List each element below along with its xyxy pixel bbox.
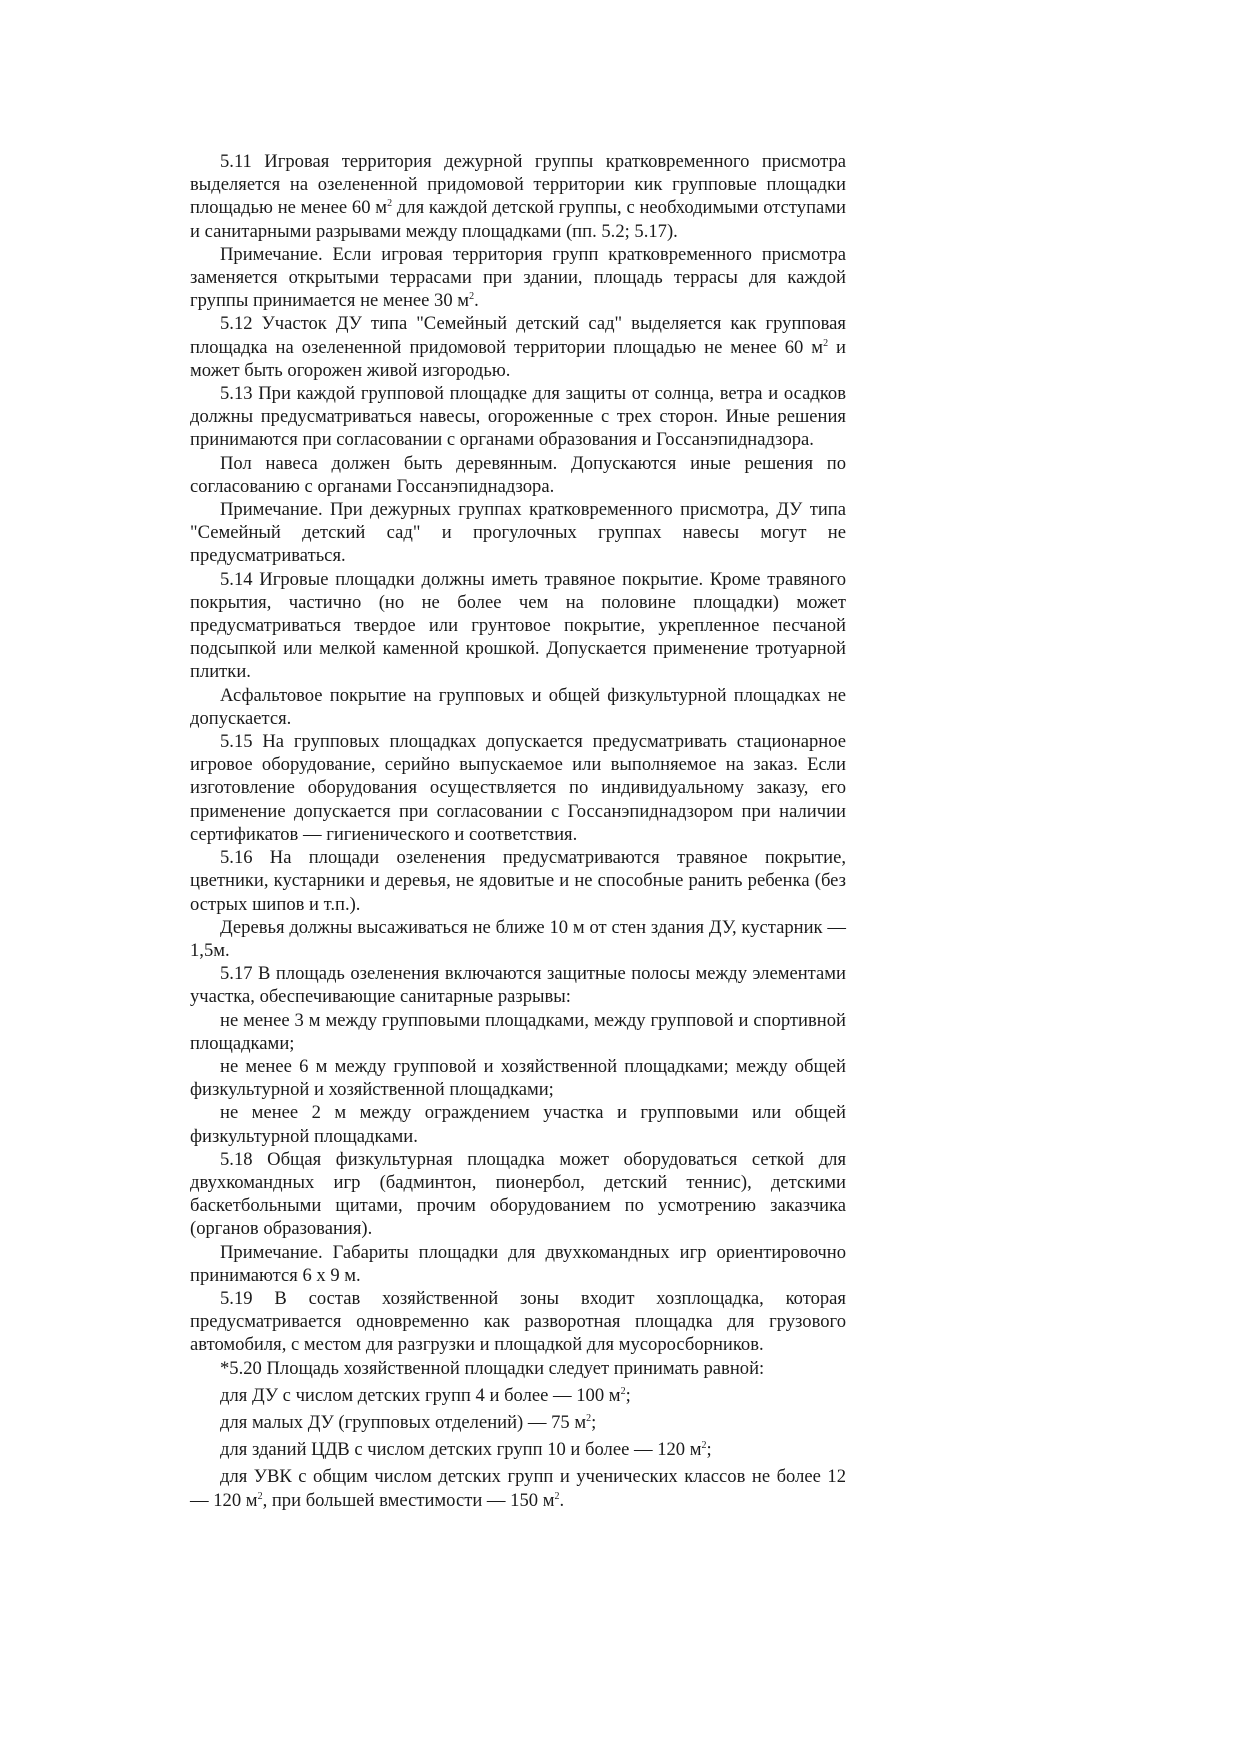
paragraph-5-15: 5.15 На групповых площадках допускается предусматривать стационарное игровое оборудование, серийно выпускаемое или выполняемое на заказ. Если изготовление оборудования осуществляется по индивидуальному заказу, его применение допускается при согласовании с Госсанэпиднадзором при наличии сертификатов — гигиенического и соответствия. <box>190 731 846 845</box>
paragraph-gap-2m: не менее 2 м между ограждением участка и групповыми или общей физкультурной площадками. <box>190 1102 846 1147</box>
superscript: 2 <box>554 1490 560 1502</box>
paragraph-asphalt: Асфальтовое покрытие на групповых и общей физкультурной площадках не допускается. <box>190 684 846 729</box>
paragraph-canopy-floor: Пол навеса должен быть деревянным. Допускаются иные решения по согласованию с органами Госсанэпиднадзора. <box>190 452 846 497</box>
paragraph-5-16: 5.16 На площади озеленения предусматриваются травяное покрытие, цветники, кустарники и деревья, не ядовитые и не способные ранить ребенка (без острых шипов и т.п.). <box>190 847 846 915</box>
superscript: 2 <box>620 1385 626 1397</box>
paragraph-5-11: 5.11 Игровая территория дежурной группы кратковременного присмотра выделяется на озелененной придомовой территории кик групповые площадки площадью не менее 60 $м^2$ для каждой детской группы, с необходимыми отступами и санитарными разрывами между площадками (пп. 5.2; 5.17). <box>190 151 846 242</box>
superscript: 2 <box>823 337 829 349</box>
paragraph-5-19: 5.19 В состав хозяйственной зоны входит хозплощадка, которая предусматривается одновременно как разворотная площадка для грузового автомобиля, с местом для разгрузки и площадкой для мусоросборников. <box>190 1287 846 1356</box>
paragraph-5-17: 5.17 В площадь озеленения включаются защитные полосы между элементами участка, обеспечивающие санитарные разрывы: <box>190 963 846 1008</box>
superscript: 2 <box>257 1490 263 1502</box>
paragraph-5-12: 5.12 Участок ДУ типа "Семейный детский сад" выделяется как групповая площадка на озелененной придомовой территории площадью не менее 60 $м^2$ и может быть огорожен живой изгородью. <box>190 313 846 381</box>
document-page <box>190 150 846 1512</box>
paragraph-note-terraces: Примечание. Если игровая территория групп кратковременного присмотра заменяется открытыми террасами при здании, площадь террасы для каждой группы принимается не менее 30 $м^2$. <box>190 243 846 312</box>
list-item-uvk: для УВК с общим числом детских групп и ученических классов не более 12 — 120 $м^2$, при большей вместимости — 150 $м^2$. <box>190 1466 846 1511</box>
paragraph-trees: Деревья должны высаживаться не ближе 10 м от стен здания ДУ, кустарник — 1,5м. <box>190 916 846 961</box>
paragraph-gap-6m: не менее 6 м между групповой и хозяйственной площадками; между общей физкультурной и хозяйственной площадками; <box>190 1055 846 1101</box>
list-item-small-du: для малых ДУ (групповых отделений) — 75 $м^2$; <box>220 1411 597 1433</box>
paragraph-5-13: 5.13 При каждой групповой площадке для защиты от солнца, ветра и осадков должны предусматриваться навесы, огороженные с трех сторон. Иные решения принимаются при согласовании с органами образования и Госсанэпиднадзора. <box>190 383 846 451</box>
paragraph-5-18: 5.18 Общая физкультурная площадка может оборудоваться сеткой для двухкомандных игр (бадминтон, пионербол, детский теннис), детскими баскетбольными щитами, прочим оборудованием по усмотрению заказчика (органов образования). <box>190 1148 846 1240</box>
superscript: 2 <box>387 198 393 210</box>
paragraph-5-20: *5.20 Площадь хозяйственной площадки следует принимать равной: <box>220 1357 765 1379</box>
list-item-du-4-groups: для ДУ с числом детских групп 4 и более — 100 $м^2$; <box>220 1384 631 1406</box>
list-item-cdv: для зданий ЦДВ с числом детских групп 10 и более — 120 $м^2$; <box>220 1439 712 1461</box>
paragraph-note-canopy: Примечание. При дежурных группах кратковременного присмотра, ДУ типа "Семейный детский сад" и прогулочных группах навесы могут не предусматриваться. <box>190 499 846 567</box>
superscript: 2 <box>469 291 475 303</box>
paragraph-5-14: 5.14 Игровые площадки должны иметь травяное покрытие. Кроме травяного покрытия, частично (но не более чем на половине площадки) может предусматриваться твердое или грунтовое покрытие, укрепленное песчаной подсыпкой или мелкой каменной крошкой. Допускается применение тротуарной плитки. <box>190 568 846 683</box>
paragraph-note-dimensions: Примечание. Габариты площадки для двухкомандных игр ориентировочно принимаются 6 х 9 м. <box>190 1241 846 1286</box>
superscript: 2 <box>701 1440 707 1452</box>
paragraph-gap-3m: не менее 3 м между групповыми площадками, между групповой и спортивной площадками; <box>190 1009 846 1054</box>
superscript: 2 <box>586 1412 592 1424</box>
